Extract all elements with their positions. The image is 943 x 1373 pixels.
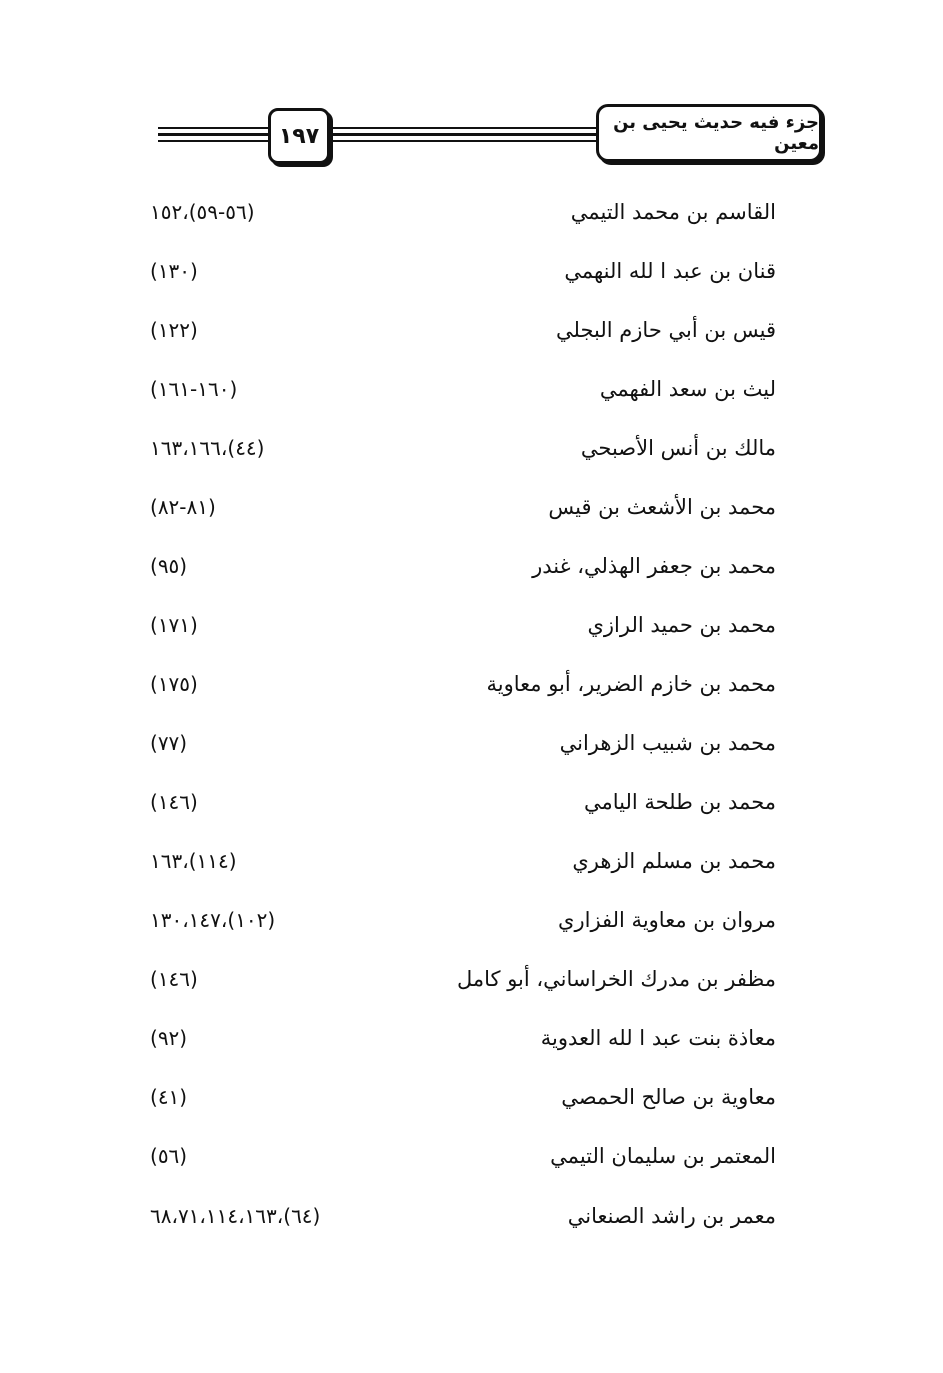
entry-refs: (١٠٢)،١٣٠،١٤٧ bbox=[150, 908, 276, 932]
index-entry bbox=[150, 369, 776, 409]
entry-name: محمد بن الأشعث بن قيس bbox=[548, 495, 776, 519]
entry-name: محمد بن خازم الضرير، أبو معاوية bbox=[486, 672, 776, 696]
entry-refs: (١٧١) bbox=[150, 613, 198, 637]
entry-refs: (٦٤)،٦٨،٧١،١١٤،١٦٣ bbox=[150, 1204, 321, 1228]
index-entry bbox=[150, 487, 776, 527]
entry-name: قنان بن عبد ا لله النهمي bbox=[564, 259, 776, 283]
index-entry bbox=[150, 841, 776, 881]
entry-refs: (٤١) bbox=[150, 1085, 188, 1109]
running-title bbox=[596, 104, 822, 162]
entry-refs: (٤٤)،١٦٣،١٦٦ bbox=[150, 436, 265, 460]
entry-refs: (١٧٥) bbox=[150, 672, 198, 696]
entry-name: مظفر بن مدرك الخراساني، أبو كامل bbox=[456, 967, 776, 991]
entry-name: مروان بن معاوية الفزاري bbox=[558, 908, 776, 932]
index-entry bbox=[150, 1018, 776, 1058]
index-entry bbox=[150, 900, 776, 940]
index-entry bbox=[150, 1077, 776, 1117]
entry-name: القاسم بن محمد التيمي bbox=[570, 200, 776, 224]
entry-name: المعتمر بن سليمان التيمي bbox=[550, 1144, 776, 1168]
entry-name: قيس بن أبي حازم البجلي bbox=[556, 318, 776, 342]
entry-name: معاوية بن صالح الحمصي bbox=[561, 1085, 776, 1109]
entry-refs: (١٦٠-١٦١) bbox=[150, 377, 238, 401]
entry-refs: (٩٥) bbox=[150, 554, 188, 578]
entry-name: محمد بن مسلم الزهري bbox=[572, 849, 776, 873]
entry-refs: (٨١-٨٢) bbox=[150, 495, 216, 519]
index-entry bbox=[150, 723, 776, 763]
index-entry bbox=[150, 1196, 776, 1236]
index-entry bbox=[150, 959, 776, 999]
page-number bbox=[268, 108, 330, 164]
page-number-text: ١٩٧ bbox=[278, 123, 320, 149]
entry-refs: (٥٦-٥٩)،١٥٢ bbox=[150, 200, 255, 224]
entry-name: معمر بن راشد الصنعاني bbox=[567, 1204, 776, 1228]
index-entry bbox=[150, 192, 776, 232]
entry-name: محمد بن حميد الرازي bbox=[587, 613, 776, 637]
index-entry bbox=[150, 310, 776, 350]
entry-refs: (١٤٦) bbox=[150, 967, 198, 991]
header-rule-middle bbox=[158, 133, 598, 136]
entry-refs: (١٣٠) bbox=[150, 259, 198, 283]
entry-name: معاذة بنت عبد ا لله العدوية bbox=[540, 1026, 776, 1050]
index-entry bbox=[150, 251, 776, 291]
entry-name: محمد بن شبيب الزهراني bbox=[559, 731, 776, 755]
entry-refs: (١٢٢) bbox=[150, 318, 198, 342]
header-rule-bottom bbox=[158, 140, 598, 142]
index-entry bbox=[150, 664, 776, 704]
index-entry bbox=[150, 605, 776, 645]
entry-name: محمد بن طلحة اليامي bbox=[583, 790, 776, 814]
entry-refs: (٥٦) bbox=[150, 1144, 188, 1168]
header-rule-top bbox=[158, 127, 598, 129]
index-entry bbox=[150, 546, 776, 586]
entry-refs: (١٤٦) bbox=[150, 790, 198, 814]
entry-name: محمد بن جعفر الهذلي، غندر bbox=[532, 554, 776, 578]
entry-refs: (١١٤)،١٦٣ bbox=[150, 849, 237, 873]
index-entry bbox=[150, 1136, 776, 1176]
running-title-text: جزء فيه حديث يحيى بن معين bbox=[613, 112, 819, 154]
index-entry bbox=[150, 428, 776, 468]
index-entry bbox=[150, 782, 776, 822]
entry-name: مالك بن أنس الأصبحي bbox=[580, 436, 776, 460]
entry-refs: (٩٢) bbox=[150, 1026, 188, 1050]
entry-name: ليث بن سعد الفهمي bbox=[599, 377, 776, 401]
entry-refs: (٧٧) bbox=[150, 731, 188, 755]
